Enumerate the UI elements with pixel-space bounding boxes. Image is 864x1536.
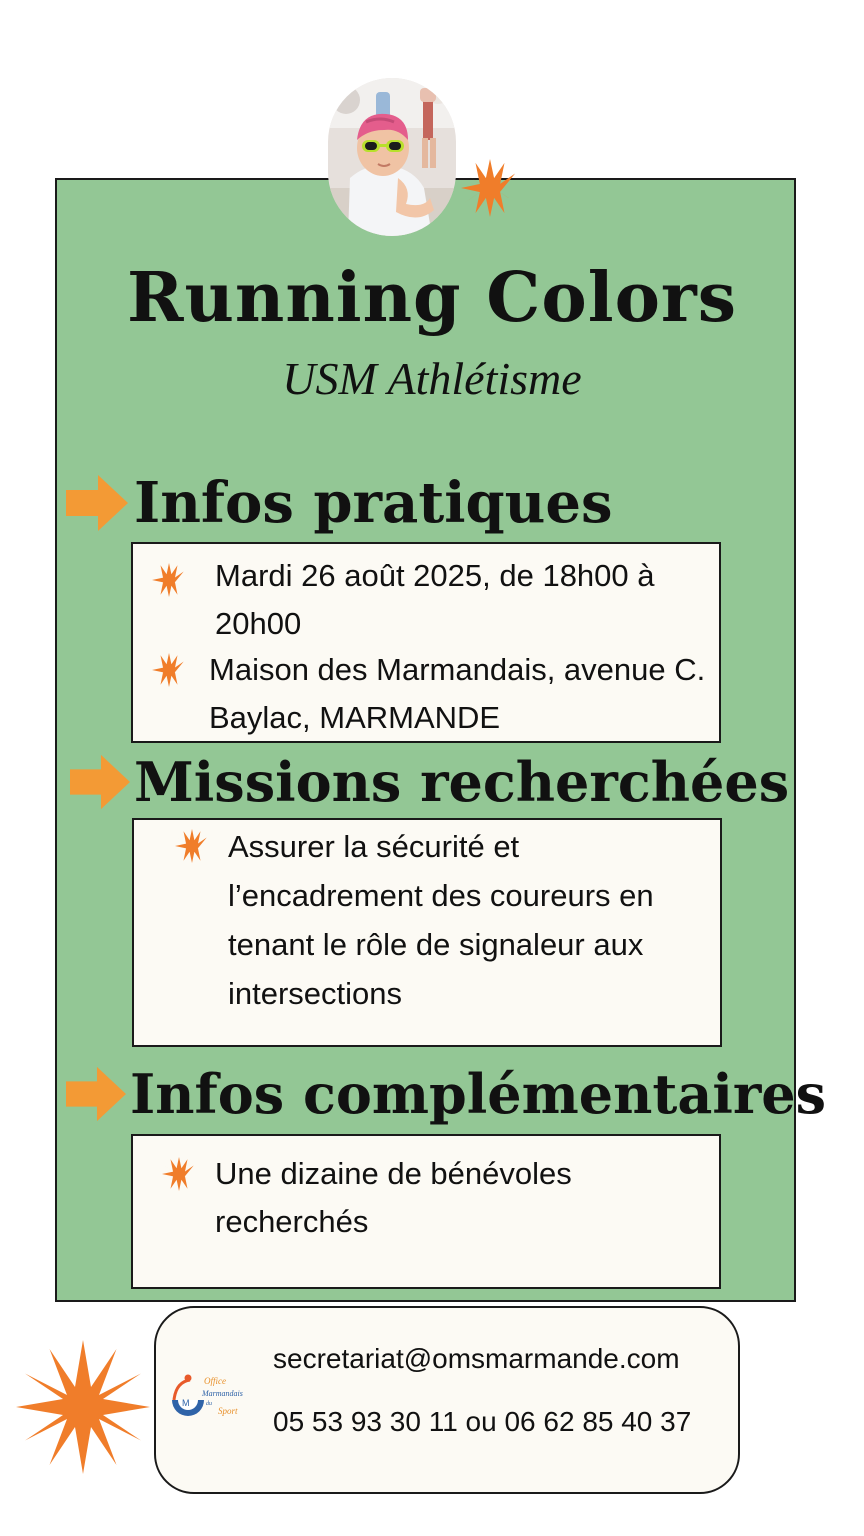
list-item: Mardi 26 août 2025, de 18h00 à 20h00 <box>215 558 655 641</box>
starburst-icon <box>14 1338 152 1476</box>
logo-text: Office <box>204 1376 226 1386</box>
starburst-icon <box>151 562 187 598</box>
svg-text:M: M <box>182 1398 190 1408</box>
section-heading-label: Infos pratiques <box>134 470 613 536</box>
logo-text: Marmandais <box>202 1389 243 1398</box>
list-item: Une dizaine de bénévoles recherchés <box>215 1156 572 1239</box>
list-item: Maison des Marmandais, avenue C. Baylac, MARMANDE <box>209 652 706 735</box>
section-heading-missions <box>70 750 789 814</box>
page-title: Running Colors <box>126 258 738 338</box>
infos-complementaires-box <box>131 1134 721 1289</box>
child-photo <box>328 78 456 236</box>
missions-box <box>132 818 722 1047</box>
starburst-icon <box>460 158 520 218</box>
arrow-right-icon <box>70 754 130 810</box>
contact-phone[interactable]: 05 53 93 30 11 ou 06 62 85 40 37 <box>273 1406 692 1437</box>
starburst-icon <box>174 828 210 864</box>
starburst-icon <box>151 652 187 688</box>
section-heading-infos-complementaires <box>66 1062 826 1126</box>
page-subtitle: USM Athlétisme <box>282 353 582 404</box>
section-heading-label: Infos complémentaires <box>130 1062 827 1126</box>
starburst-icon <box>161 1156 197 1192</box>
list-item: Assurer la sécurité et l’encadrement des coureurs en tenant le rôle de signaleur aux intersections <box>228 829 654 1011</box>
infos-pratiques-box <box>131 542 721 743</box>
arrow-right-icon <box>66 1066 126 1122</box>
arrow-right-icon <box>66 475 128 531</box>
section-heading-label: Missions recherchées <box>134 750 790 814</box>
logo-text: du <box>206 1401 212 1407</box>
logo-text: Sport <box>218 1406 238 1416</box>
oms-logo <box>168 1370 258 1422</box>
section-heading-infos-pratiques <box>66 470 613 536</box>
contact-email[interactable]: secretariat@omsmarmande.com <box>273 1343 680 1374</box>
